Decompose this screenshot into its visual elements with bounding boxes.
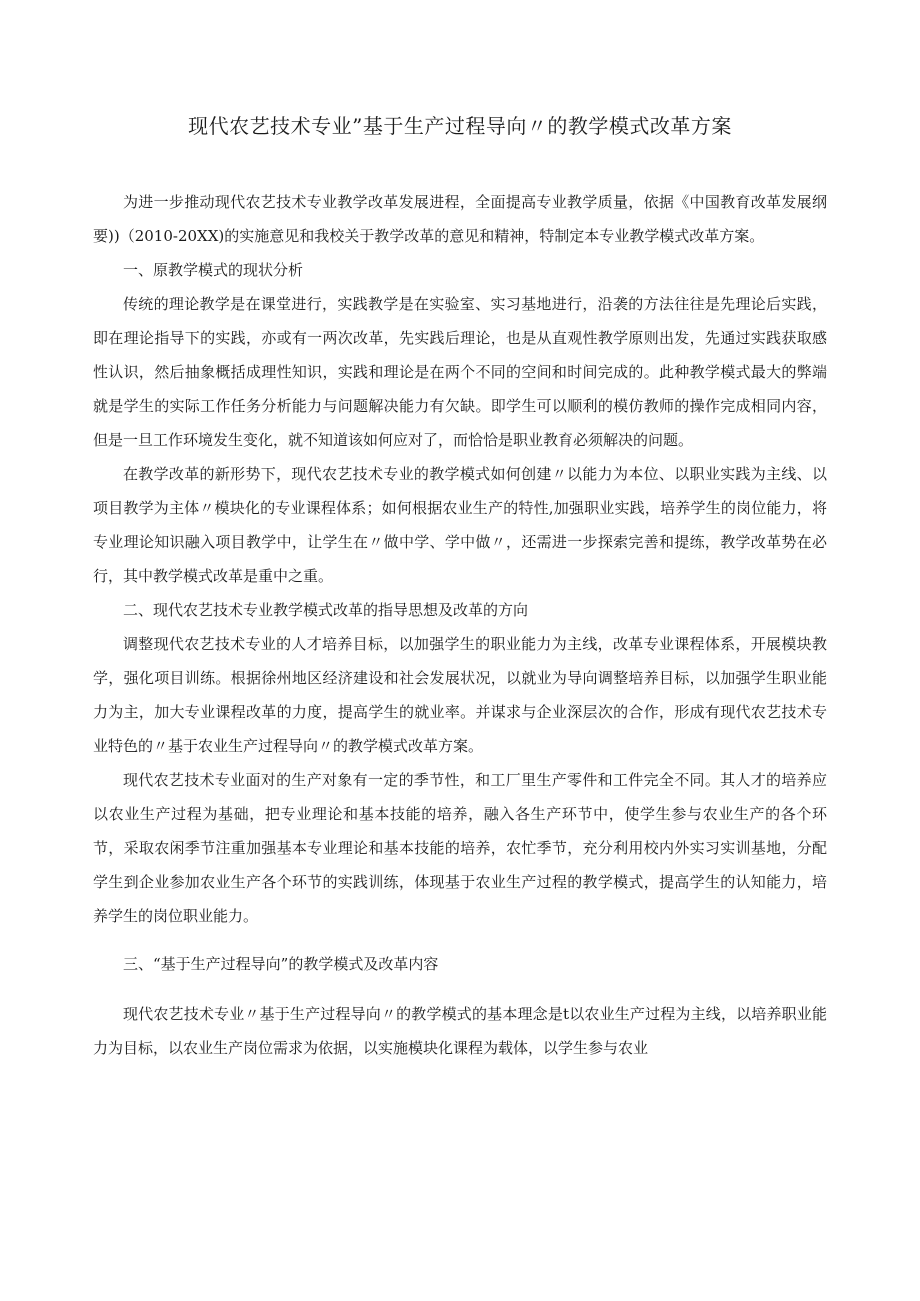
document-body: [93, 185, 827, 1065]
section-heading-1: 一、原教学模式的现状分析: [123, 261, 304, 279]
body-paragraph: 传统的理论教学是在课堂进行，实践教学是在实验室、实习基地进行，沿袭的方法往往是先理论后实践，即在理论指导下的实践，亦或有一两次改革，先实践后理论，也是从直观性教学原则出发，先通过实践获取感性认识，然后抽象概括成理性知识，实践和理论是在两个不同的空间和时间完成的。此种教学模式最大的弊端就是学生的实际工作任务分析能力与问题解决能力有欠缺。即学生可以顺利的模仿教师的操作完成相同内容，但是一旦工作环境发生变化，就不知道该如何应对了，而恰恰是职业教育必须解决的问题。: [93, 295, 827, 449]
intro-paragraph: 为进一步推动现代农艺技术专业教学改革发展进程，全面提高专业教学质量，依据《中国教育改革发展纲要))（2010-20XX)的实施意见和我校关于教学改革的意见和精神，特制定本专业教学模式改革方案。: [93, 193, 827, 245]
section-heading-2: 二、现代农艺技术专业教学模式改革的指导思想及改革的方向: [123, 601, 529, 619]
body-paragraph: 现代农艺技术专业面对的生产对象有一定的季节性，和工厂里生产零件和工件完全不同。其人才的培养应以农业生产过程为基础，把专业理论和基本技能的培养，融入各生产环节中，使学生参与农业生产的各个环节，采取农闲季节注重加强基本专业理论和基本技能的培养，农忙季节，充分利用校内外实习实训基地，分配学生到企业参加农业生产各个环节的实践训练，体现基于农业生产过程的教学模式，提高学生的认知能力，培养学生的岗位职业能力。: [93, 771, 827, 925]
body-paragraph: 调整现代农艺技术专业的人才培养目标，以加强学生的职业能力为主线，改革专业课程体系，开展模块教学，强化项目训练。根据徐州地区经济建设和社会发展状况，以就业为导向调整培养目标，以加强学生职业能力为主，加大专业课程改革的力度，提高学生的就业率。并谋求与企业深层次的合作，形成有现代农艺技术专业特色的〃基于农业生产过程导向〃的教学模式改革方案。: [93, 635, 827, 755]
body-paragraph: 现代农艺技术专业〃基于生产过程导向〃的教学模式的基本理念是t以农业生产过程为主线，以培养职业能力为目标，以农业生产岗位需求为依据，以实施模块化课程为载体，以学生参与农业: [93, 1005, 827, 1057]
body-paragraph: 在教学改革的新形势下，现代农艺技术专业的教学模式如何创建〃以能力为本位、以职业实践为主线、以项目教学为主体〃模块化的专业课程体系；如何根据农业生产的特性,加强职业实践，培养学生的岗位能力，将专业理论知识融入项目教学中，让学生在〃做中学、学中做〃，还需进一步探索完善和提练，教学改革势在必行，其中教学模式改革是重中之重。: [93, 465, 827, 585]
document-title: 现代农艺技术专业”基于生产过程导向〃的教学模式改革方案: [188, 114, 732, 138]
section-heading-3: 三、“基于生产过程导向”的教学模式及改革内容: [123, 955, 439, 973]
